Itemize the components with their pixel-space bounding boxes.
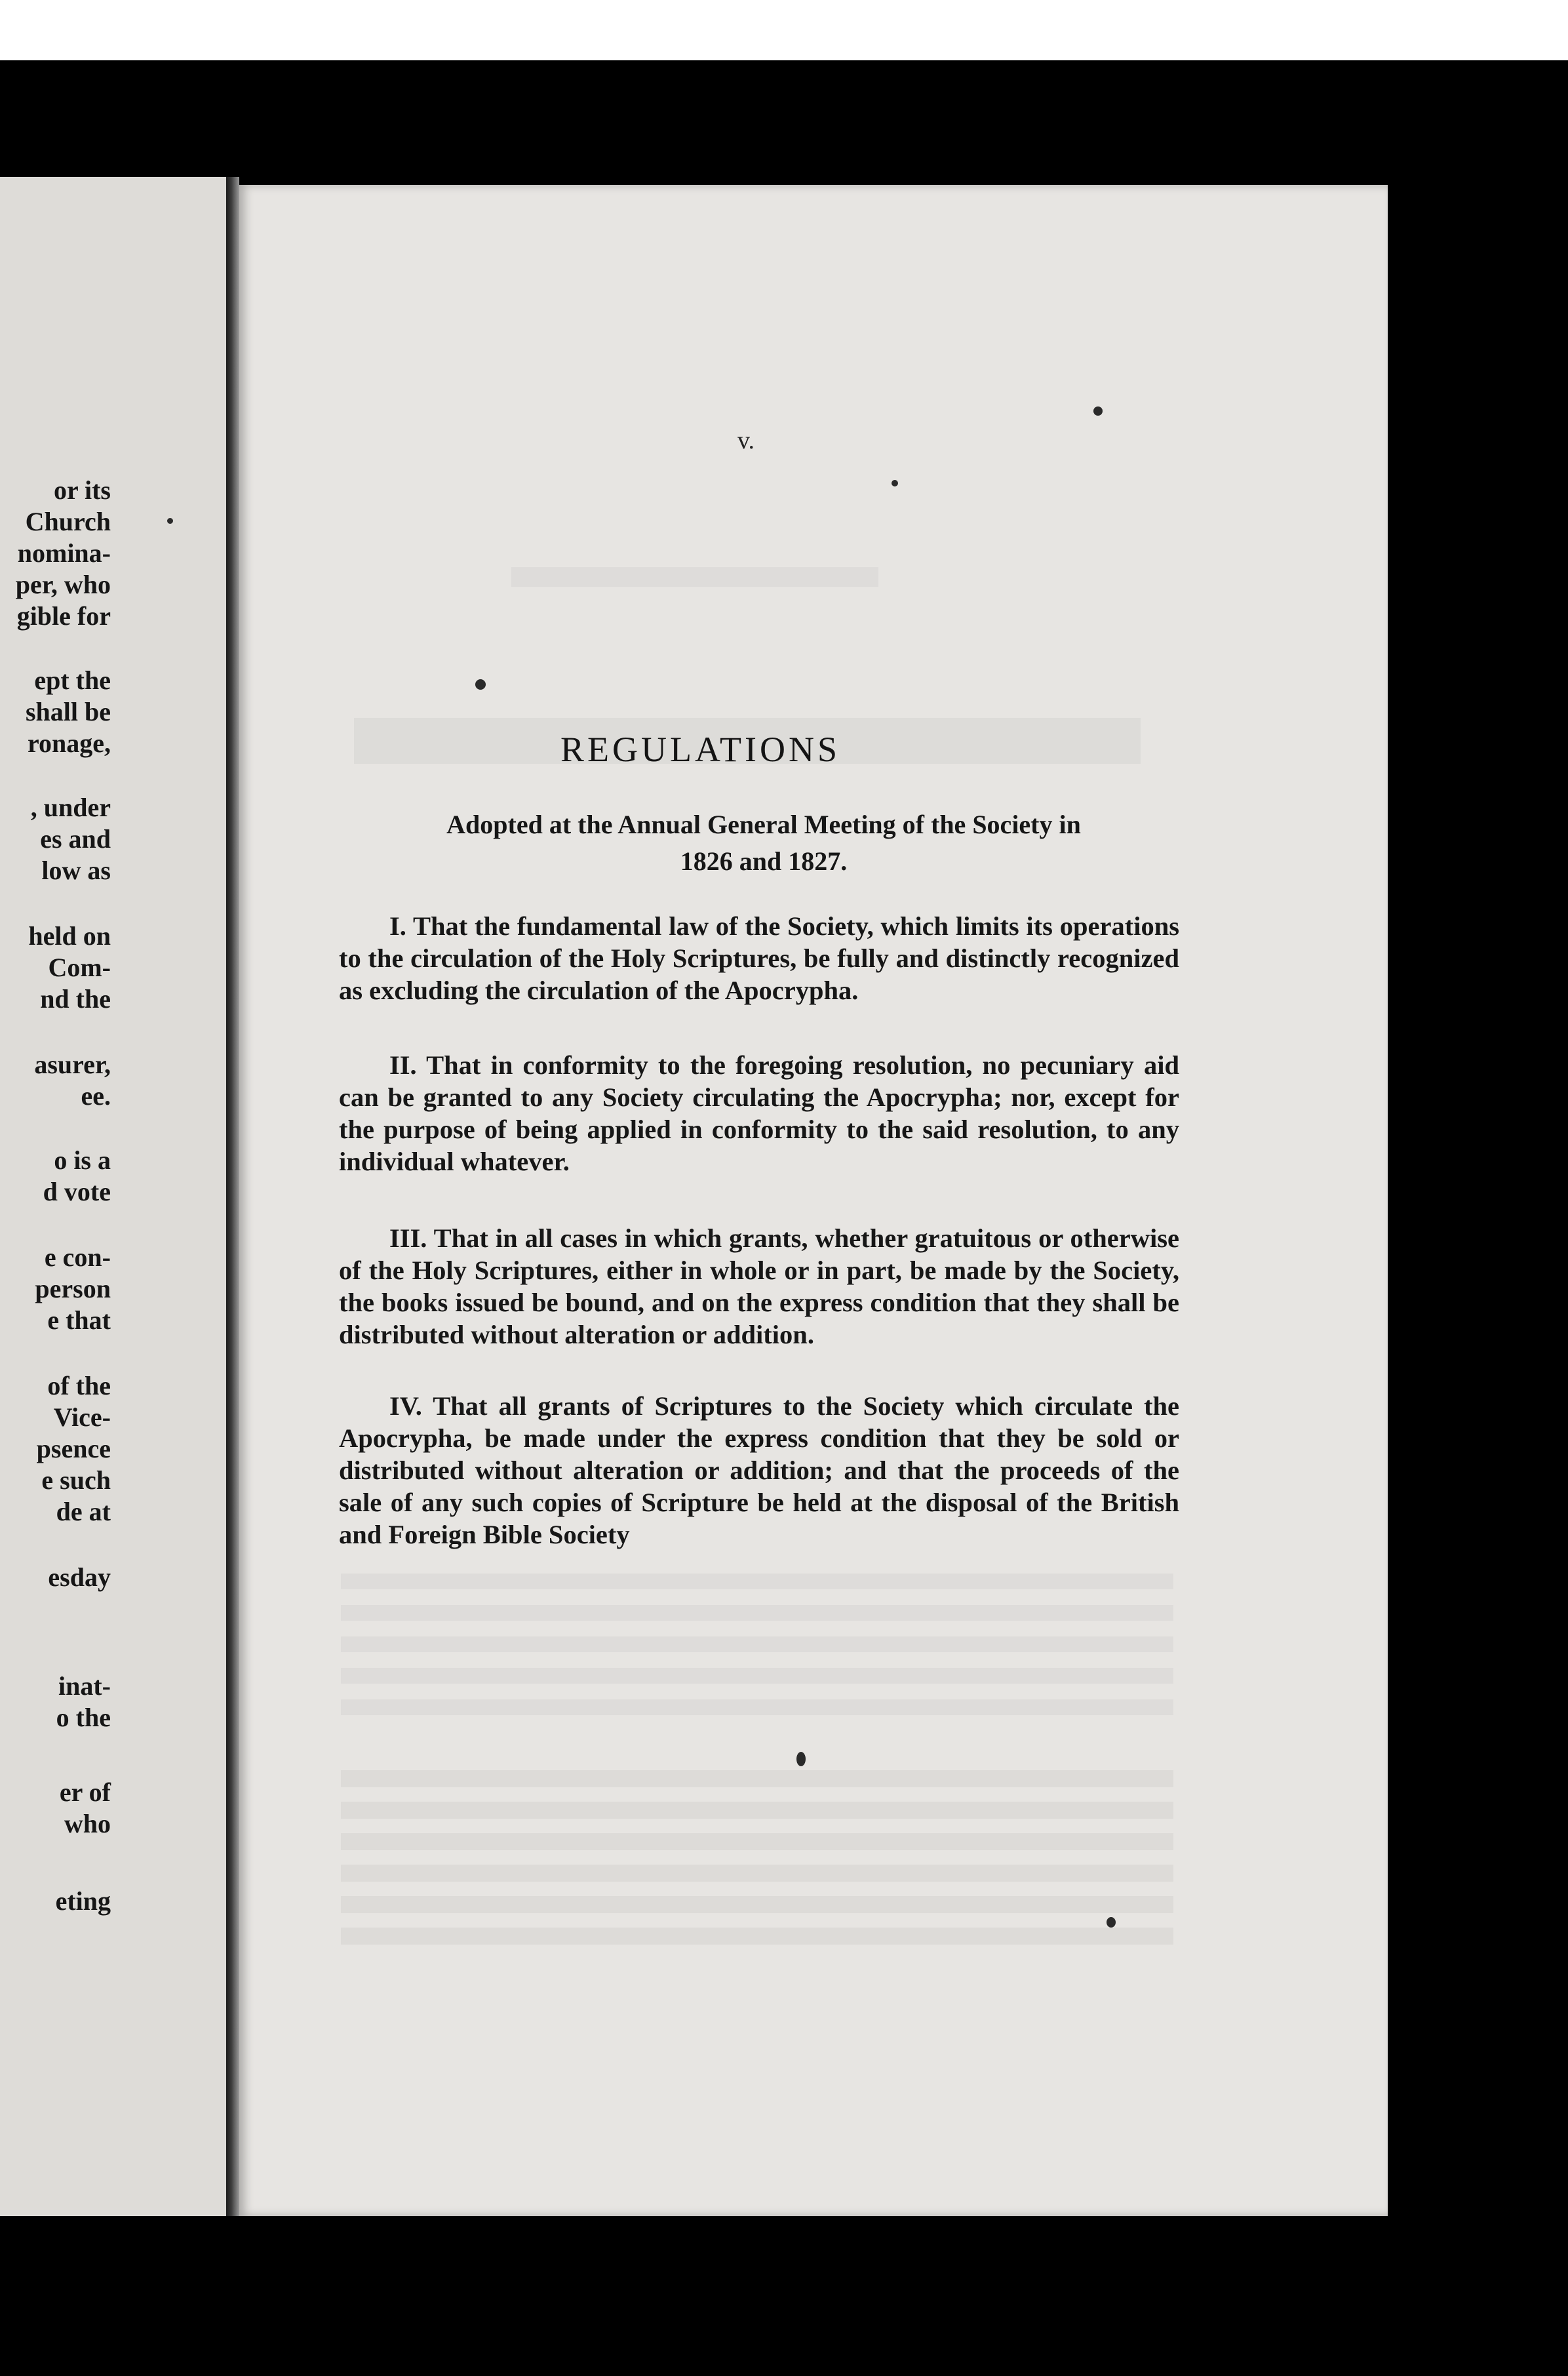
left-page-fragment	[0, 177, 226, 2216]
left-text-fragment: ee.	[81, 1081, 111, 1111]
left-text-fragment: e con-	[44, 1242, 111, 1272]
left-text-fragment: Vice-	[53, 1402, 111, 1432]
left-text-fragment: of the	[47, 1371, 111, 1400]
dust-speck	[796, 1752, 806, 1766]
left-text-fragment: Church	[25, 507, 111, 536]
regulation-paragraph-4: IV. That all grants of Scriptures to the Society which circulate the Apocrypha, be made under the express condition that they be sold or distributed without alteration or addition; and that the proceeds of the sale of any such copies of Scripture be held at the disposal of the British and Foreign Bible Society	[339, 1391, 1179, 1549]
left-text-fragment: , under	[30, 793, 111, 822]
left-text-fragment: o the	[56, 1703, 111, 1732]
left-text-fragment: ept the	[34, 665, 111, 695]
regulation-paragraph-3: III. That in all cases in which grants, whether gratuitous or otherwise of the Holy Scriptures, either in whole or in part, be made by the Society, the books issued be bound, and on the express condition that they shall be distributed without alteration or addition.	[339, 1223, 1179, 1349]
left-text-fragment: asurer,	[34, 1050, 111, 1079]
left-text-fragment: inat-	[58, 1671, 111, 1701]
left-text-fragment: er of	[59, 1777, 111, 1807]
left-text-fragment: who	[64, 1809, 111, 1838]
left-text-fragment: or its	[53, 475, 111, 505]
left-text-fragment: d vote	[43, 1177, 111, 1206]
dust-speck	[892, 480, 898, 486]
subtitle-line-2: 1826 and 1827.	[680, 846, 848, 876]
bleed-through-shadow	[341, 1574, 1173, 1731]
bleed-through-shadow	[511, 567, 878, 587]
dust-speck	[475, 679, 486, 690]
left-text-fragment: psence	[36, 1434, 111, 1463]
regulation-paragraph-1: I. That the fundamental law of the Society, which limits its operations to the circulation of the Holy Scriptures, be fully and distinctly recognized as excluding the circulation of the Apocrypha.	[339, 911, 1179, 1005]
dust-speck	[167, 518, 173, 524]
dust-speck	[1093, 406, 1103, 416]
top-white-border	[0, 0, 1568, 60]
page-title: REGULATIONS	[560, 730, 840, 769]
left-text-fragment: per, who	[15, 570, 111, 599]
left-text-fragment: es and	[40, 824, 111, 854]
left-text-fragment: o is a	[54, 1145, 111, 1175]
left-text-fragment: nd the	[40, 984, 111, 1014]
left-text-fragment: e such	[41, 1465, 111, 1495]
left-text-fragment: de at	[56, 1497, 111, 1526]
left-text-fragment: nomina-	[17, 538, 111, 568]
left-text-fragment: person	[35, 1274, 111, 1303]
subtitle	[383, 806, 1144, 880]
left-text-fragment: held on	[28, 921, 111, 951]
left-text-fragment: gible for	[16, 601, 111, 631]
left-text-fragment: esday	[48, 1562, 111, 1592]
subtitle-line-1: Adopted at the Annual General Meeting of the Society in	[446, 810, 1081, 839]
left-text-fragment: eting	[55, 1886, 111, 1916]
dust-speck	[1107, 1917, 1116, 1928]
regulation-paragraph-2: II. That in conformity to the foregoing resolution, no pecuniary aid can be granted to any Society circulating the Apocrypha; nor, except for the purpose of being applied in conformity to the said resolution, to any individual whatever.	[339, 1050, 1179, 1176]
left-text-fragment: ronage,	[27, 728, 111, 758]
left-text-fragment: low as	[41, 856, 111, 885]
left-text-fragment: shall be	[25, 697, 111, 726]
page-gutter-shadow	[226, 177, 239, 2216]
left-text-fragment: e that	[47, 1305, 111, 1335]
bleed-through-shadow	[341, 1770, 1173, 1954]
page-number: v.	[737, 427, 755, 454]
left-text-fragment: Com-	[48, 953, 111, 982]
